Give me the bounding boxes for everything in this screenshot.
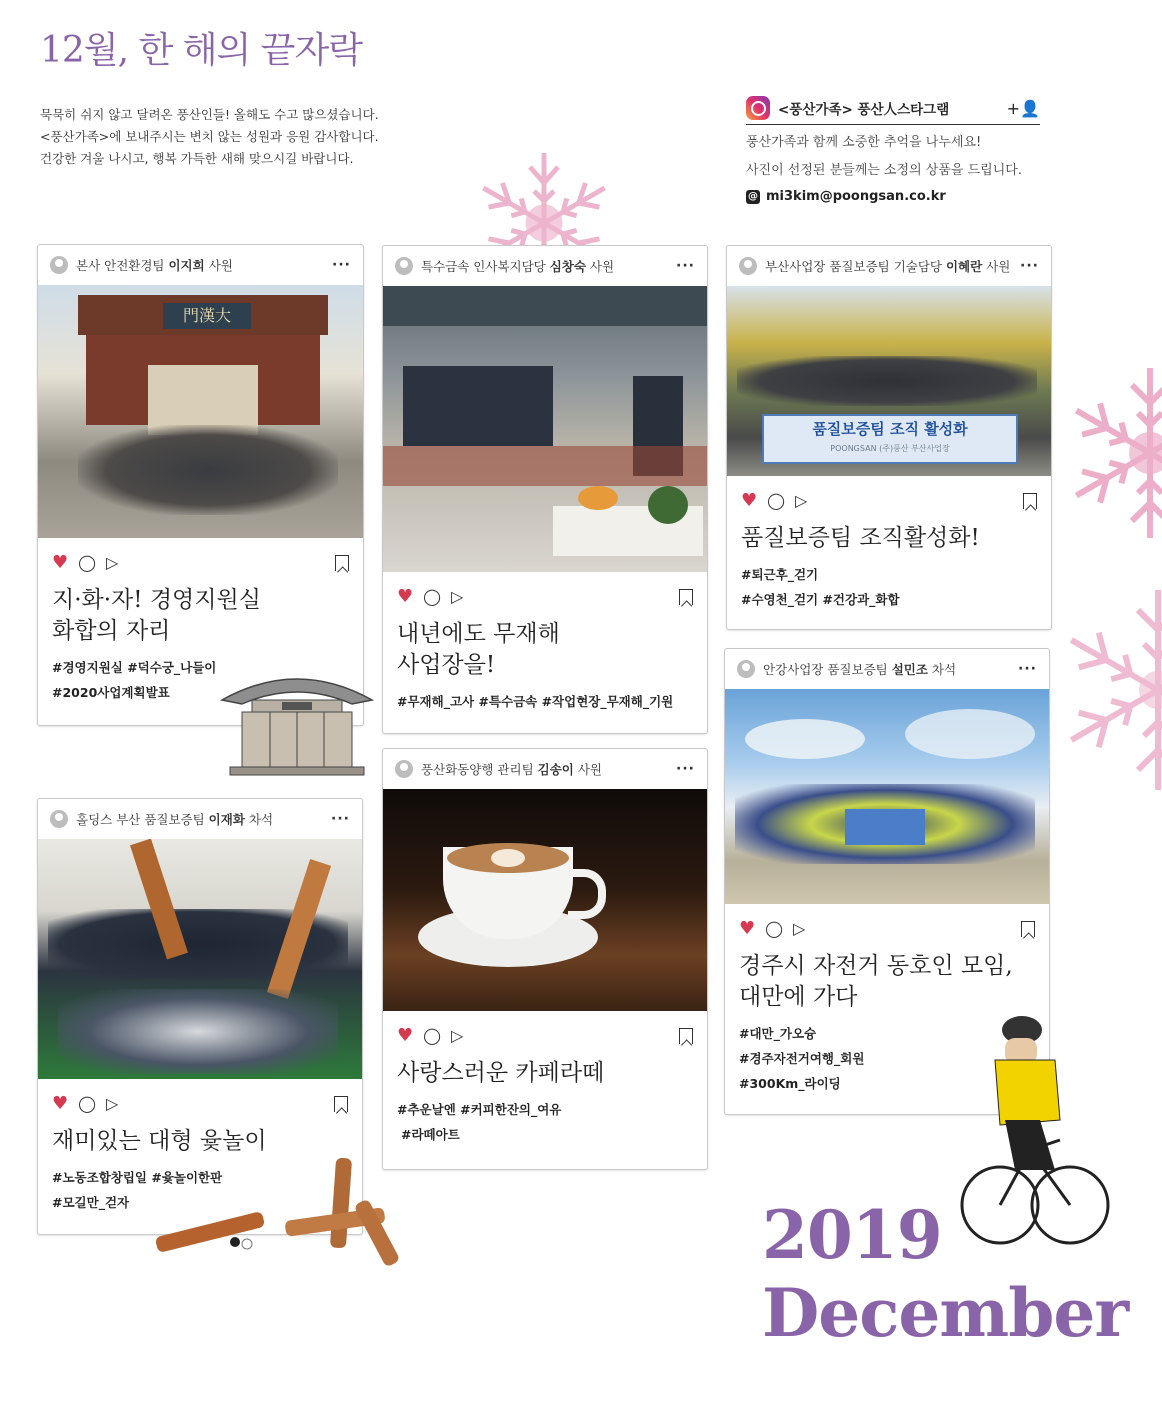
- send-icon[interactable]: ▷: [795, 491, 808, 510]
- post-header: [725, 649, 1049, 689]
- post-actions: [38, 538, 363, 579]
- year-label: 2019: [762, 1196, 942, 1274]
- follow-icon[interactable]: +👤: [1006, 98, 1040, 118]
- post-author[interactable]: 풍산화동양행 관리팀 김송이 사원: [421, 762, 602, 777]
- comment-icon[interactable]: ◯: [765, 919, 784, 938]
- send-icon[interactable]: ▷: [106, 553, 119, 572]
- post-photo[interactable]: [383, 789, 707, 1011]
- snowflake-decoration: [1040, 358, 1162, 548]
- comment-icon[interactable]: ◯: [767, 491, 786, 510]
- month-label: December: [762, 1274, 1129, 1352]
- send-icon[interactable]: ▷: [451, 1026, 464, 1045]
- post-actions: [38, 1079, 362, 1120]
- heart-icon[interactable]: ♥: [52, 552, 69, 573]
- page-title: 12월, 한 해의 끝자락: [40, 30, 363, 71]
- post-hashtags: #경영지원실 #덕수궁_나들이 #2020사업계획발표: [52, 660, 217, 700]
- banner: 품질보증팀 조직 활성화 POONGSAN (주)풍산 부산사업장: [762, 414, 1018, 464]
- intro-line: <풍산가족>에 보내주시는 변치 않는 성원과 응원 감사합니다.: [40, 129, 379, 144]
- post-photo[interactable]: [38, 285, 363, 538]
- intro-text: [40, 104, 379, 170]
- post-card: [726, 245, 1052, 630]
- post-photo[interactable]: [38, 839, 362, 1079]
- post-caption: 내년에도 무재해 사업장을!: [397, 621, 560, 678]
- post-caption: 경주시 자전거 동호인 모임, 대만에 가다: [739, 953, 1013, 1010]
- post-author[interactable]: 본사 안전환경팀 이지희 사원: [76, 258, 233, 273]
- bookmark-icon[interactable]: [335, 555, 349, 571]
- avatar-icon: [50, 256, 68, 274]
- post-photo[interactable]: [725, 689, 1049, 904]
- post-caption: 사랑스러운 카페라떼: [397, 1060, 605, 1086]
- post-header: [38, 245, 363, 285]
- more-icon[interactable]: ···: [1018, 661, 1037, 677]
- instagram-line: 사진이 선정된 분들께는 소정의 상품을 드립니다.: [746, 163, 1022, 178]
- instagram-promo: [746, 96, 1040, 204]
- instagram-description: [746, 129, 1040, 185]
- post-author[interactable]: 특수금속 인사복지담당 심창숙 사원: [421, 259, 615, 274]
- heart-icon[interactable]: ♥: [52, 1093, 69, 1114]
- comment-icon[interactable]: ◯: [78, 553, 97, 572]
- post-caption: 재미있는 대형 윷놀이: [52, 1128, 267, 1154]
- avatar-icon: [737, 660, 755, 678]
- heart-icon[interactable]: ♥: [739, 918, 756, 939]
- heart-icon[interactable]: ♥: [741, 490, 758, 511]
- avatar-icon: [395, 760, 413, 778]
- post-author[interactable]: 안강사업장 품질보증팀 설민조 차석: [763, 662, 957, 677]
- gate-sign: 門漢大: [163, 303, 251, 329]
- more-icon[interactable]: ···: [332, 257, 351, 273]
- post-actions: [727, 476, 1051, 517]
- instagram-header: [746, 96, 1040, 125]
- bookmark-icon[interactable]: [334, 1096, 348, 1112]
- post-header: [383, 749, 707, 789]
- post-hashtags: #추운날엔 #커피한잔의_여유 #라떼아트: [397, 1102, 562, 1142]
- post-actions: [725, 904, 1049, 945]
- avatar-icon: [50, 810, 68, 828]
- intro-line: 건강한 겨울 나시고, 행복 가득한 새해 맞으시길 바랍니다.: [40, 151, 354, 166]
- post-hashtags: #대만_가오슝 #경주자전거여행_회원 #300Km_라이딩: [739, 1026, 865, 1091]
- avatar-icon: [739, 257, 757, 275]
- heart-icon[interactable]: ♥: [397, 586, 414, 607]
- post-photo[interactable]: [727, 286, 1051, 476]
- instagram-line: 풍산가족과 함께 소중한 추억을 나누세요!: [746, 135, 982, 150]
- bookmark-icon[interactable]: [1021, 921, 1035, 937]
- bookmark-icon[interactable]: [1023, 493, 1037, 509]
- email-address[interactable]: mi3kim@poongsan.co.kr: [766, 189, 946, 204]
- post-caption: 품질보증팀 조직활성화!: [741, 525, 980, 551]
- post-photo[interactable]: [383, 286, 707, 572]
- send-icon[interactable]: ▷: [793, 919, 806, 938]
- post-card: [382, 748, 708, 1170]
- gate-illustration: [212, 662, 382, 780]
- bookmark-icon[interactable]: [679, 1028, 693, 1044]
- avatar-icon: [395, 257, 413, 275]
- email-link[interactable]: [746, 189, 1040, 204]
- post-hashtags: #퇴근후_걷기 #수영천_걷기 #건강과_화합: [741, 567, 900, 607]
- post-card: [382, 245, 708, 734]
- send-icon[interactable]: ▷: [106, 1094, 119, 1113]
- yut-sticks-illustration: [155, 1158, 410, 1268]
- post-author[interactable]: 부산사업장 품질보증팀 기술담당 이혜란 사원: [765, 259, 1011, 274]
- post-header: [383, 246, 707, 286]
- comment-icon[interactable]: ◯: [423, 587, 442, 606]
- post-header: [727, 246, 1051, 286]
- post-card: [37, 244, 364, 726]
- post-caption: 지·화·자! 경영지원실 화합의 자리: [52, 587, 261, 644]
- intro-line: 묵묵히 쉬지 않고 달려온 풍산인들! 올해도 수고 많으셨습니다.: [40, 107, 379, 122]
- instagram-icon: [746, 96, 770, 120]
- more-icon[interactable]: ···: [676, 761, 695, 777]
- snowflake-decoration: [1048, 570, 1162, 820]
- email-icon: @: [748, 191, 758, 202]
- more-icon[interactable]: ···: [331, 811, 350, 827]
- post-actions: [383, 572, 707, 613]
- heart-icon[interactable]: ♥: [397, 1025, 414, 1046]
- bookmark-icon[interactable]: [679, 589, 693, 605]
- post-actions: [383, 1011, 707, 1052]
- more-icon[interactable]: ···: [676, 258, 695, 274]
- comment-icon[interactable]: ◯: [78, 1094, 97, 1113]
- post-header: [38, 799, 362, 839]
- post-author[interactable]: 홀딩스 부산 품질보증팀 이재화 차석: [76, 812, 274, 827]
- instagram-title[interactable]: <풍산가족> 풍산人스타그램: [778, 102, 950, 118]
- send-icon[interactable]: ▷: [451, 587, 464, 606]
- more-icon[interactable]: ···: [1020, 258, 1039, 274]
- post-hashtags: #무재해_고사 #특수금속 #작업현장_무재해_기원: [397, 694, 674, 709]
- post-hashtags: #노동조합창립일 #윷놀이한판 #모길만_걷자: [52, 1170, 223, 1210]
- comment-icon[interactable]: ◯: [423, 1026, 442, 1045]
- date-footer: [762, 1196, 1128, 1352]
